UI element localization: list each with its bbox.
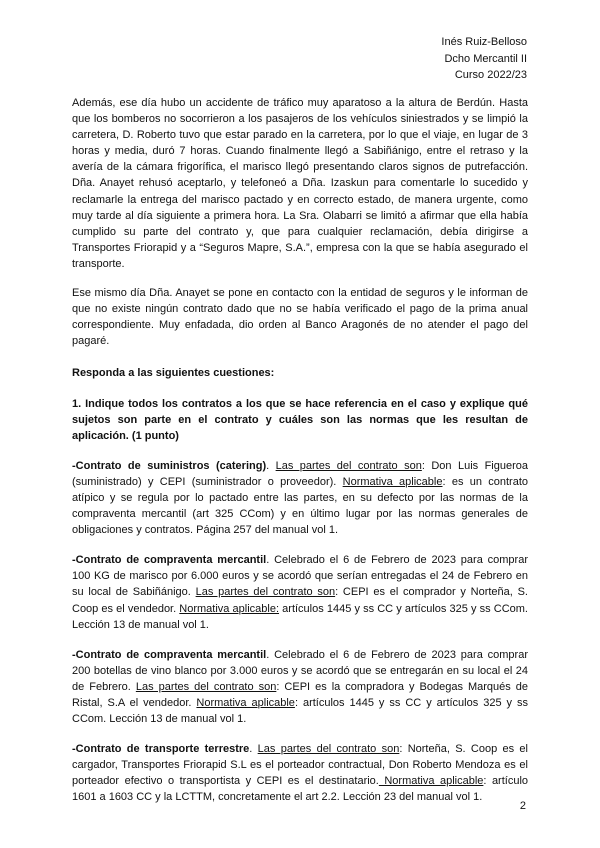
page-number: 2: [519, 800, 526, 812]
contract-title: -Contrato de suministros (catering): [72, 459, 267, 472]
header-author: Inés Ruiz-Belloso: [441, 36, 527, 48]
parties-label: Las partes del contrato son: [135, 680, 277, 693]
norm-text: : es un contrato atípico y se regula por lo pactado entre las partes, en su defecto por las normas de la compraventa mercantil (art 325 CCom) y en último lugar por las normas generales de obligaciones y contratos. Página 257 del manual vol 1.: [72, 475, 529, 537]
document-body: [72, 95, 528, 806]
questions-heading: Responda a las siguientes cuestiones:: [72, 367, 275, 380]
norm-label: Normativa aplicable:: [179, 602, 280, 615]
contract-title: -Contrato de compraventa mercantil: [72, 648, 267, 661]
paragraph-accident: Además, ese día hubo un accidente de tráfico muy aparatoso a la altura de Berdún. Hasta que los bomberos no socorrieron a los pasajeros de los vehículos siniestrados y se limpió la carretera, D. Roberto tuvo que estar parado en la carretera, por lo que el viaje, en lugar de 3 horas y media, duró 7 horas. Cuando finalmente llegó a Sabiñánigo, entre el retraso y la avería de la cámara frigorífica, el marisco llegó presentando claros signos de putrefacción. Dña. Anayet rehusó aceptarlo, y telefoneó a Dña. Izaskun para comentarle lo sucedido y reclamarle la entrega del marisco pactado y en correcto estado, de manera urgente, como muy tarde al día siguiente a primera hora. La Sra. Olabarri se limitó a afirmar que ella había cumplido su parte del contrato y, que para cualquier reclamación, debía dirigirse a Transportes Friorapid y a “Seguros Mapre, S.A.”, empresa con la que se había asegurado el transporte.: [72, 97, 528, 270]
parties-text: : CEPI es el comprador y Norteña, S. Coop es el vendedor.: [72, 586, 528, 615]
contract-description: .: [266, 459, 276, 472]
parties-label: Las partes del contrato son: [195, 586, 336, 599]
parties-text: : CEPI es la compradora y Bodegas Marqués de Ristal, S.A el vendedor.: [72, 680, 529, 709]
contract-transporte: [72, 741, 528, 805]
parties-label: Las partes del contrato son: [257, 743, 400, 756]
header-course: Curso 2022/23: [454, 69, 527, 81]
parties-label: Las partes del contrato son: [275, 459, 422, 472]
paragraph-insurance: Ese mismo día Dña. Anayet se pone en contacto con la entidad de seguros y le informan de que no existe ningún contrato dado que no se había verificado el pago de la prima anual correspondiente. Muy enfadada, dio orden al Banco Aragonés de no atender el pago del pagaré.: [72, 287, 528, 348]
norm-label: Normativa aplicable: [342, 475, 443, 488]
contract-description: .: [249, 743, 258, 756]
contract-description: . Celebrado el 6 de Febrero de 2023 para comprar 100 KG de marisco por 6.000 euros y se acordó que serían entregadas el 24 de Febrero en su local de Sabiñánigo.: [72, 554, 528, 599]
contract-compraventa-marisco: [72, 552, 528, 632]
question-1: 1. Indique todos los contratos a los que se hace referencia en el caso y explique qué sujetos son parte en el contrato y cuáles son las normas que les resultan de aplicación. (1 punto): [72, 397, 528, 442]
header-subject: Dcho Mercantil II: [444, 52, 527, 65]
parties-text: : Don Luis Figueroa (suministrado) y CEPI (suministrador o proveedor).: [72, 459, 528, 488]
norm-label: Normativa aplicable: [196, 697, 295, 709]
norm-text: : artículo 1601 a 1603 CC y la LCTTM, concretamente el art 2.2. Lección 23 del manual vol 1.: [72, 775, 529, 804]
contract-title: -Contrato de compraventa mercantil: [72, 554, 267, 567]
contract-compraventa-vino: [72, 647, 528, 727]
contract-title: -Contrato de transporte terrestre: [72, 743, 250, 756]
norm-text: artículos 1445 y ss CC y artículos 325 y ss CCom. Lección 13 de manual vol 1.: [72, 602, 528, 631]
parties-text: : Norteña, S. Coop es el cargador, Transportes Friorapid S.L es el porteador contractual, Don Roberto Mendoza es el porteador efectivo o transportista y CEPI es el destinatario.: [72, 743, 528, 788]
norm-label: Normativa aplicable: [378, 775, 484, 788]
page-header: [441, 34, 527, 84]
contract-catering: [72, 458, 528, 538]
contract-description: . Celebrado el 6 de Febrero de 2023 para comprar 200 botellas de vino blanco por 3.000 euros y se acordó que se entregarán en su local el 24 de Febrero.: [72, 648, 528, 693]
norm-text: : artículos 1445 y ss CC y artículos 325 y ss CCom. Lección 13 de manual vol 1.: [72, 697, 528, 726]
